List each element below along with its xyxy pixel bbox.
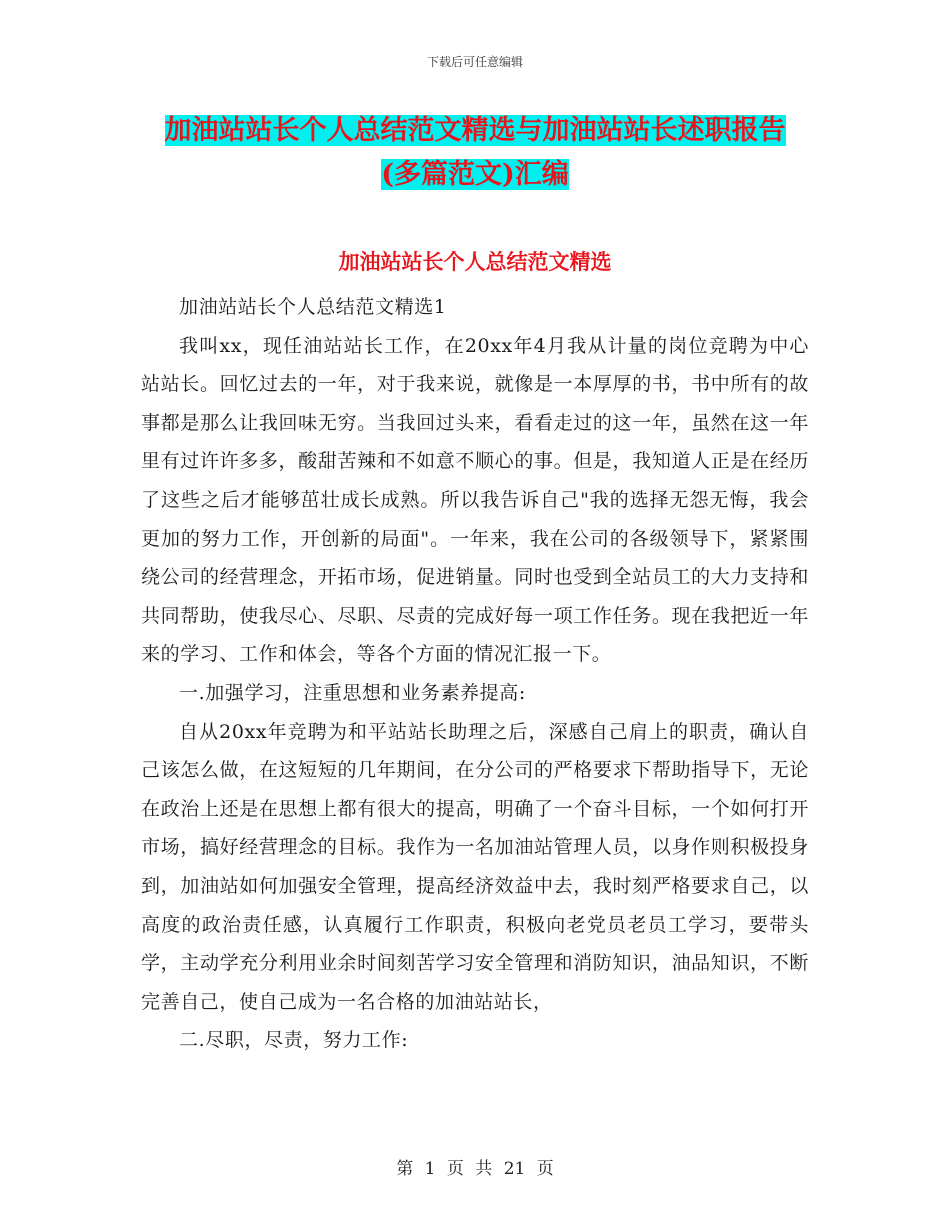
paragraph-subheading: 二.尽职，尽责，努力工作: <box>179 1029 409 1052</box>
main-title-text-2: (多篇范文)汇编 <box>381 159 569 190</box>
page-footer: 第 1 页 共 21 页 <box>396 1159 554 1179</box>
body-text <box>141 288 809 1060</box>
section-title: 加油站站长个人总结范文精选 <box>338 249 612 274</box>
paragraph-heading: 加油站站长个人总结范文精选1 <box>179 296 447 318</box>
paragraph: 我叫xx，现任油站站长工作，在20xx年4月我从计量的岗位竞聘为中心站站长。回忆过去的一年，对于我来说，就像是一本厚厚的书，书中所有的故事都是那么让我回味无穷。当我回过头来，看看走过的这一年，虽然在这一年里有过许许多多，酸甜苦辣和不如意不顺心的事。但是，我知道人正是在经历了这些之后才能够茁壮成长成熟。所以我告诉自己"我的选择无怨无悔，我会更加的努力工作，开创新的局面"。一年来，我在公司的各级领导下，紧紧围绕公司的经营理念，开拓市场，促进销量。同时也受到全站员工的大力支持和共同帮助，使我尽心、尽职、尽责的完成好每一项工作任务。现在我把近一年来的学习、工作和体会，等各个方面的情况汇报一下。 <box>141 334 809 666</box>
main-title-line-1 <box>140 108 810 153</box>
main-title-text-1: 加油站站长个人总结范文精选与加油站站长述职报告 <box>164 115 786 146</box>
paragraph: 自从20xx年竞聘为和平站站长助理之后，深感自己肩上的职责，确认自己该怎么做，在这短短的几年期间，在分公司的严格要求下帮助指导下，无论在政治上还是在思想上都有很大的提高，明确了一个奋斗目标，一个如何打开市场，搞好经营理念的目标。我作为一名加油站管理人员，以身作则积极投身到，加油站如何加强安全管理，提高经济效益中去，我时刻严格要求自己，以高度的政治责任感，认真履行工作职责，积极向老党员老员工学习，要带头学，主动学充分利用业余时间刻苦学习安全管理和消防知识，油品知识，不断完善自己，使自己成为一名合格的加油站站长， <box>141 720 809 1013</box>
paragraph-subheading: 一.加强学习，注重思想和业务素养提高: <box>179 681 526 704</box>
header-note: 下载后可任意编辑 <box>426 55 523 69</box>
main-title-line-2 <box>140 152 810 197</box>
